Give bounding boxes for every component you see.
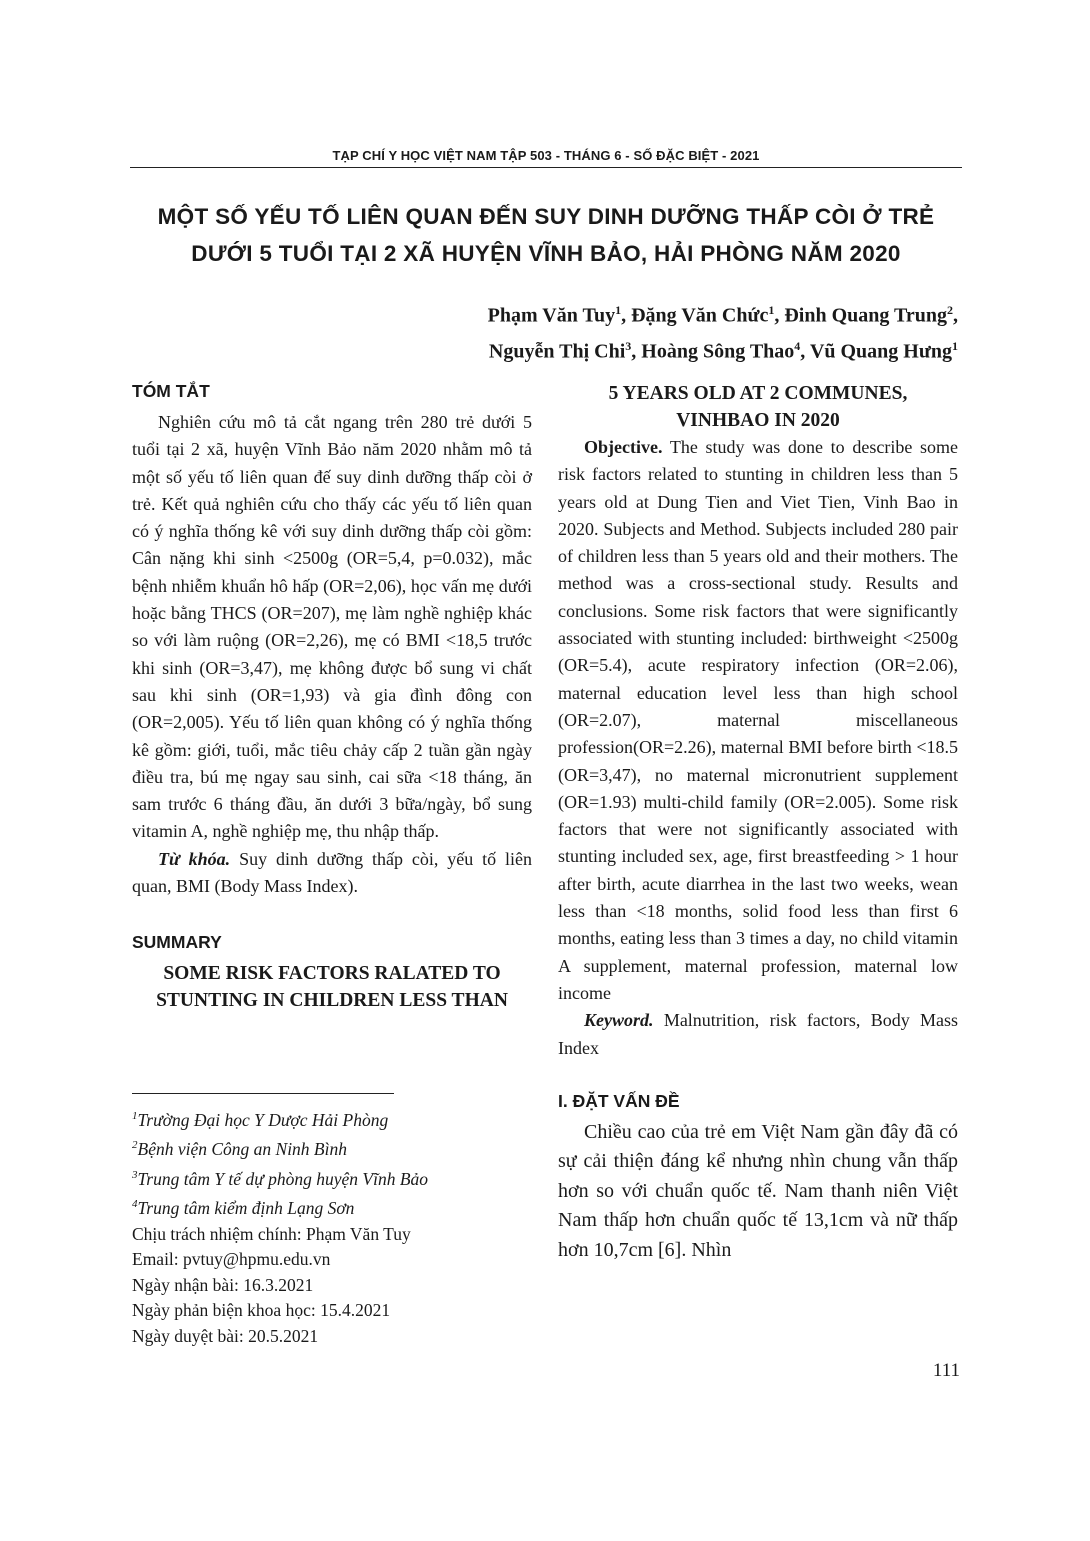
footnote-affiliation-1 [132,1104,552,1133]
title-line-1: MỘT SỐ YẾU TỐ LIÊN QUAN ĐẾN SUY DINH DƯỠNG THẤP CÒI Ở TRẺ [157,204,935,229]
author-line-2: Nguyễn Thị Chi$^3$, Hoàng Sông Thao$^4$, Vũ Quang Hưng$^1$ [488,338,958,363]
summary-title-part-2 [558,380,958,434]
article-title [110,198,982,272]
footnote-responsible: Chịu trách nhiệm chính: Phạm Văn Tuy [132,1223,411,1244]
author-name: Đinh Quang Trung [784,304,947,327]
abstract-en-body [558,434,958,1007]
footnote-text: Bệnh viện Công an Ninh Bình [137,1139,347,1160]
footnote-marker: 3 [132,1168,138,1181]
footnotes [132,1104,552,1350]
footnote-marker: 2 [132,1139,138,1152]
summary-title-part-1 [132,960,532,1014]
footnote-affiliation-3 [132,1163,552,1192]
affiliation-marker: 3 [625,338,632,353]
page-number: 111 [932,1360,960,1381]
affiliation-marker: 1 [615,303,622,317]
affiliation-marker: 4 [794,338,801,353]
author-name: Nguyễn Thị Chi [488,340,626,363]
author-name: Phạm Văn Tuy [487,304,616,327]
keywords-en [558,1007,958,1062]
section-heading-tom-tat: TÓM TẮT [132,381,210,401]
title-line-2: DƯỚI 5 TUỔI TẠI 2 XÃ HUYỆN VĨNH BẢO, HẢI PHÒNG NĂM 2020 [191,241,901,266]
affiliation-marker: 1 [768,303,775,317]
footnote-marker: 1 [132,1110,138,1122]
keywords-vi-label: Từ khóa. [158,848,231,869]
section-heading-summary: SUMMARY [132,932,222,953]
affiliation-marker: 2 [947,303,953,317]
author-list [258,295,958,366]
summary-title-line: SOME RISK FACTORS RALATED TO [163,963,501,985]
abstract-vi-body: Nghiên cứu mô tả cắt ngang trên 280 trẻ dưới 5 tuổi tại 2 xã, huyện Vĩnh Bảo năm 2020 nhằm mô tả một số yếu tố liên quan đế suy dinh dưỡng thấp còi ở trẻ. Kết quả nghiên cứu cho thấy các yếu tố liên quan có ý nghĩa thống kê với suy dinh dưỡng thấp còi gồm: Cân nặng khi sinh <2500g (OR=5,4, p=0.032), mắc bệnh nhiễm khuẩn hô hấp (OR=2,06), học vấn mẹ dưới hoặc bằng THCS (OR=207), mẹ làm nghề nghiệp khác so với làm ruộng (OR=2,26), mẹ có BMI <18,5 trước khi sinh (OR=3,47), mẹ không được bổ sung vi chất sau khi sinh (OR=1,93) và gia đình đông con (OR=2,005). Yếu tố liên quan không có ý nghĩa thống kê gồm: giới, tuổi, mắc tiêu chảy cấp 2 tuần gần ngày điều tra, bú mẹ ngay sau sinh, cai sữa <18 tháng, ăn sam trước 6 tháng đầu, ăn dưới 3 bữa/ngày, bổ sung vitamin A, nghề nghiệp mẹ, thu nhập thấp. [132,412,532,842]
author-name: Vũ Quang Hưng [809,340,952,363]
journal-header: TẠP CHÍ Y HỌC VIỆT NAM TẬP 503 - THÁNG 6 - SỐ ĐẶC BIỆT - 2021 [332,148,760,163]
section-heading-introduction: I. ĐẶT VẤN ĐỀ [558,1090,680,1111]
summary-title-line: STUNTING IN CHILDREN LESS THAN [156,990,508,1012]
left-column [132,380,532,1014]
footnote-marker: 4 [132,1198,138,1211]
abstract-en-text: The study was done to describe some risk factors related to stunting in children less than 5 years old at Dung Tien and Viet Tien, Vinh Bao in 2020. Subjects and Method. Subjects included 280 pair of children less than 5 years old and their mothers. The method was a cross-sectional study. Results and conclusions. Some risk factors that were significantly associated with stunting included: birthweight <2500g (OR=5.4), acute respiratory infection (OR=2.06), maternal education level less than high school (OR=2.07), maternal miscellaneous profession(OR=2.26), maternal BMI before birth <18.5 (OR=3,47), no maternal micronutrient supplement (OR=1.93) multi-child family (OR=2.005). Some risk factors that were not significantly associated with stunting included sex, age, first breastfeeding > 1 hour after birth, acute diarrhea in the last two weeks, wean less than <18 months, solid food less than first 6 months, eating less than 3 times a day, no child vitamin A supplement, maternal profession, maternal low income [558,437,959,1003]
footnote-text: Trung tâm kiểm định Lạng Sơn [137,1198,355,1219]
affiliation-marker: 1 [952,338,958,353]
author-name: Đặng Văn Chức [631,304,769,327]
header-rule [130,167,962,168]
keywords-vi [132,846,532,901]
footnote-text: Trung tâm Y tế dự phòng huyện Vĩnh Bảo [137,1168,429,1189]
author-name: Hoàng Sông Thao [641,340,795,363]
footnote-text: Trường Đại học Y Dược Hải Phòng [137,1109,389,1130]
summary-title-line: 5 YEARS OLD AT 2 COMMUNES, [608,383,908,404]
author-line-1: Phạm Văn Tuy$^1$, Đặng Văn Chức$^1$, Đinh Quang Trung$^2$, [487,303,958,327]
footnote-rule [132,1093,394,1094]
footnote-approved: Ngày duyệt bài: 20.5.2021 [132,1326,319,1347]
keywords-vi-text: Suy dinh dưỡng thấp còi, yếu tố liên quan, BMI (Body Mass Index). [132,848,533,897]
keywords-en-label: Keyword. [584,1010,654,1031]
footnote-affiliation-4 [132,1192,552,1221]
right-column [558,380,958,1265]
introduction-body: Chiều cao của trẻ em Việt Nam gần đây đã có sự cải thiện đáng kể nhưng nhìn chung vẫn thấp hơn so với chuẩn quốc tế. Nam thanh niên Việt Nam thấp hơn chuẩn quốc tế 13,1cm và nữ thấp hơn 10,7cm [6]. Nhìn [558,1120,958,1261]
summary-title-line: VINHBAO IN 2020 [676,410,840,431]
footnote-received: Ngày nhận bài: 16.3.2021 [132,1274,314,1295]
keywords-en-text: Malnutrition, risk factors, Body Mass Index [558,1010,959,1058]
objective-label: Objective. [584,437,663,457]
footnote-reviewed: Ngày phản biện khoa học: 15.4.2021 [132,1300,391,1321]
footnote-affiliation-2 [132,1133,552,1162]
footnote-email: Email: pvtuy@hpmu.edu.vn [132,1249,331,1270]
